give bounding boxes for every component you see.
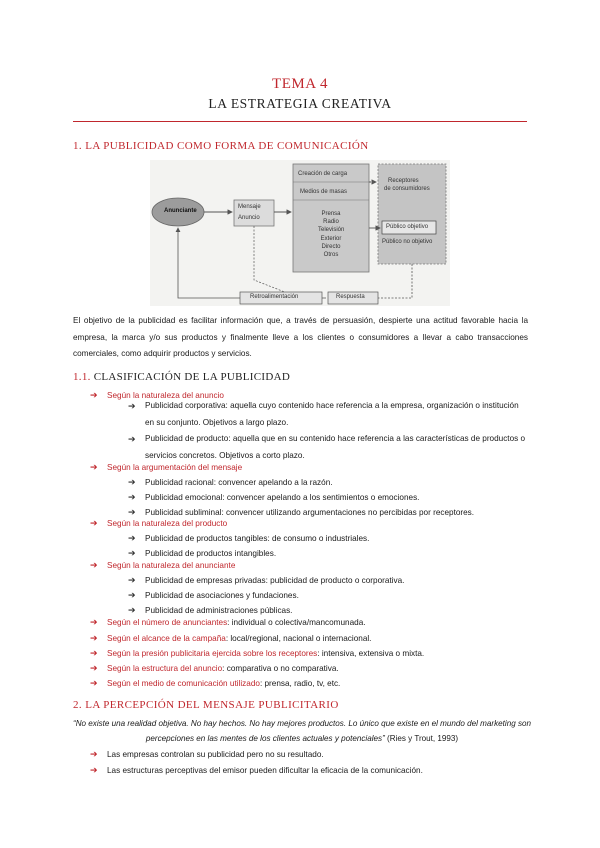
list-item (90, 678, 340, 689)
medios-label: Medios de masas (300, 189, 348, 195)
arrow-right-icon: ➔ (128, 492, 136, 502)
sub-item: Publicidad de producto: aquella que en su contenido hace referencia a las características de productos o servicios concretos. Objetivos a corto plazo. (145, 434, 526, 460)
list-item (128, 533, 369, 544)
list-item (90, 633, 371, 644)
anuncio-label: Anuncio (238, 215, 260, 221)
media-item: Radio (323, 219, 339, 226)
list-item (90, 560, 235, 571)
list-item (128, 605, 292, 616)
intro-paragraph: El objetivo de la publicidad es facilitar información que, a través de persuasión, despierte una actitud favorable hacia la empresa, la marca y/o sus productos y finalmente lleve a los clientes o consumidores a llevar a cabo transacciones comerciales, como adquirir productos y servicios. (73, 316, 528, 358)
bullet-text: Las empresas controlan su publicidad pero no su resultado. (107, 750, 324, 759)
arrow-right-icon: ➔ (90, 633, 98, 643)
group-label: Según la naturaleza del producto (107, 519, 228, 528)
arrow-right-icon: ➔ (90, 765, 98, 775)
anunciante-label: Anunciante (164, 208, 197, 214)
sub-item: Publicidad de productos intangibles. (145, 549, 277, 558)
single-text: : intensiva, extensiva o mixta. (317, 649, 425, 658)
list-item (128, 575, 404, 586)
arrow-right-icon: ➔ (128, 401, 136, 411)
media-item: Otros (323, 252, 339, 259)
group-label: Según la naturaleza del anunciante (107, 561, 236, 570)
quote-citation: (Ries y Trout, 1993) (384, 733, 459, 743)
list-item (90, 749, 324, 760)
single-text: : comparativa o no comparativa. (222, 664, 339, 673)
sub-item: Publicidad subliminal: convencer utilizando argumentaciones no percibidas por receptores. (145, 508, 475, 517)
arrow-right-icon: ➔ (128, 477, 136, 487)
media-item: Televisión (318, 227, 345, 234)
list-item (90, 617, 366, 628)
ries-trout-quote (73, 717, 531, 746)
list-item (128, 507, 474, 518)
no-objetivo-label: Público no objetivo (382, 239, 433, 245)
group-label: Según la argumentación del mensaje (107, 463, 243, 472)
objetivo-label: Público objetivo (386, 224, 429, 230)
list-item (128, 590, 299, 601)
media-item: Directo (321, 243, 341, 250)
section-2-heading: 2. LA PERCEPCIÓN DEL MENSAJE PUBLICITARIO (73, 699, 339, 711)
arrow-right-icon: ➔ (128, 533, 136, 543)
list-item (128, 434, 526, 460)
list-item (128, 548, 276, 559)
section-title: CLASIFICACIÓN DE LA PUBLICIDAD (90, 371, 291, 383)
arrow-right-icon: ➔ (128, 575, 136, 585)
arrow-right-icon: ➔ (128, 605, 136, 615)
sub-item: Publicidad racional: convencer apelando a la razón. (145, 478, 333, 487)
bullet-text: Las estructuras perceptivas del emisor pueden dificultar la eficacia de la comunicación. (107, 766, 423, 775)
section-1-1-heading (73, 371, 290, 383)
arrow-right-icon: ➔ (128, 434, 136, 444)
receptores-label: Receptores (388, 178, 419, 184)
list-item (90, 518, 227, 529)
quote-text: “No existe una realidad objetiva. No hay hechos. No hay mejores productos. Lo único que existe en el mundo del marketing son percepciones en las mentes de los clientes actuales y potenciales” (73, 719, 532, 743)
creacion-label: Creación de carga (298, 171, 348, 177)
section-number: 1.1. (73, 371, 91, 383)
sub-item: Publicidad de productos tangibles: de consumo o industriales. (145, 534, 370, 543)
section-1-heading: 1. LA PUBLICIDAD COMO FORMA DE COMUNICACIÓN (73, 140, 369, 152)
sub-item: Publicidad corporativa: aquella cuyo contenido hace referencia a la empresa, organización o institución en su conjunto. Objetivos a largo plazo. (145, 401, 519, 427)
sub-item: Publicidad de administraciones públicas. (145, 606, 293, 615)
consumidores-label: de consumidores (384, 186, 430, 192)
single-text: : prensa, radio, tv, etc. (259, 679, 341, 688)
list-item (128, 492, 419, 503)
single-label: Según el alcance de la campaña (107, 634, 226, 643)
list-item (90, 462, 242, 473)
arrow-right-icon: ➔ (90, 749, 98, 759)
list-item (90, 648, 424, 659)
arrow-right-icon: ➔ (90, 617, 98, 627)
arrow-right-icon: ➔ (90, 518, 98, 528)
communication-diagram (150, 160, 450, 306)
arrow-right-icon: ➔ (128, 590, 136, 600)
mensaje-label: Mensaje (238, 204, 261, 210)
respuesta-label: Respuesta (336, 294, 365, 300)
arrow-right-icon: ➔ (128, 548, 136, 558)
single-label: Según el medio de comunicación utilizado (107, 679, 260, 688)
page-title: LA ESTRATEGIA CREATIVA (208, 96, 392, 111)
title-divider (73, 121, 527, 122)
media-item: Prensa (321, 211, 341, 217)
list-item (128, 477, 333, 488)
single-label: Según la estructura del anuncio (107, 664, 223, 673)
group-label: Según la naturaleza del anuncio (107, 391, 224, 400)
sub-item: Publicidad de asociaciones y fundaciones. (145, 591, 299, 600)
list-item (128, 401, 519, 427)
arrow-right-icon: ➔ (90, 390, 98, 400)
retro-label: Retroalimentación (250, 294, 299, 300)
arrow-right-icon: ➔ (90, 462, 98, 472)
tema-number: TEMA 4 (272, 76, 328, 92)
sub-item: Publicidad de empresas privadas: publicidad de producto o corporativa. (145, 576, 405, 585)
single-label: Según el número de anunciantes (107, 618, 228, 627)
arrow-right-icon: ➔ (90, 663, 98, 673)
single-label: Según la presión publicitaria ejercida sobre los receptores (107, 649, 318, 658)
arrow-right-icon: ➔ (90, 560, 98, 570)
media-item: Exterior (320, 235, 342, 242)
arrow-right-icon: ➔ (128, 507, 136, 517)
single-text: : local/regional, nacional o internacional. (225, 634, 372, 643)
media-list (318, 210, 344, 259)
list-item (90, 663, 339, 674)
single-text: : individual o colectiva/mancomunada. (227, 618, 366, 627)
arrow-right-icon: ➔ (90, 678, 98, 688)
list-item (90, 765, 423, 776)
sub-item: Publicidad emocional: convencer apelando a los sentimientos o emociones. (145, 493, 420, 502)
arrow-right-icon: ➔ (90, 648, 98, 658)
